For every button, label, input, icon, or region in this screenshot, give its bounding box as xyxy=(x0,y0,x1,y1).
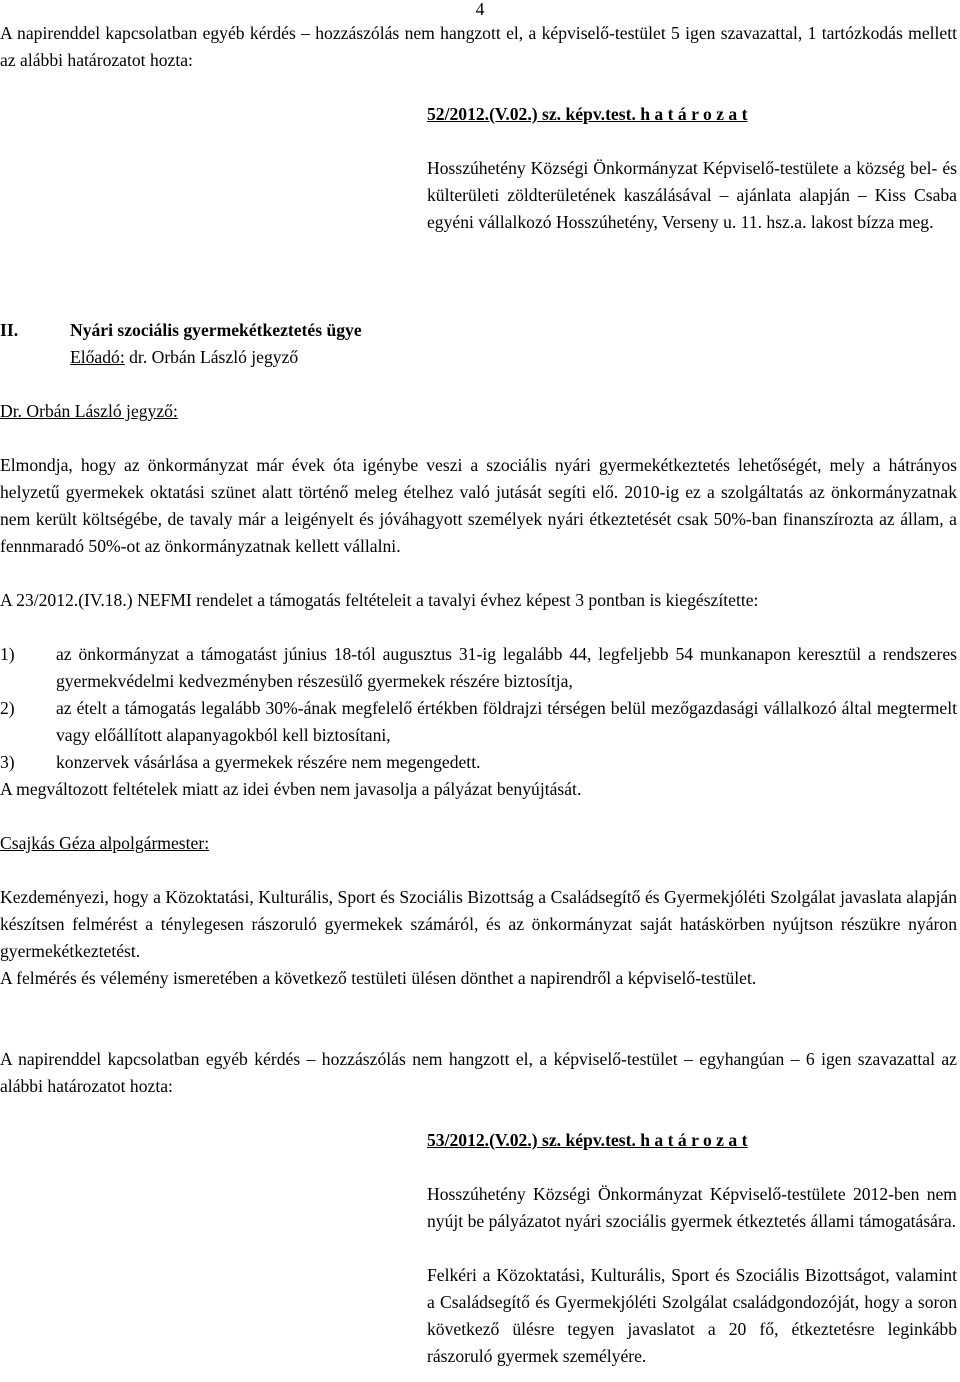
page-number: 4 xyxy=(475,0,485,19)
presenter-label: Előadó: xyxy=(70,347,125,367)
list-item xyxy=(0,641,957,695)
list-item-number: 1) xyxy=(0,644,15,664)
resolution-2-text-2: Felkéri a Közoktatási, Kulturális, Sport és Szociális Bizottságot, valamint a Családsegítő és Gyermekjóléti Szolgálat családgondozóját, hogy a soron következő ülésre tegyen javaslatot a 20 fő, étkeztetésre leginkább rászoruló gyermek személyére. xyxy=(427,1265,957,1366)
resolution-1-heading xyxy=(427,101,957,128)
resolution-2-text-1: Hosszúhetény Községi Önkormányzat Képviselő-testülete 2012-ben nem nyújt be pályázatot nyári szociális gyermek étkeztetés állami támogatására. xyxy=(427,1184,957,1231)
resolution-2-number: 53/2012.(V.02.) sz. képv.test. xyxy=(427,1130,636,1150)
speaker-2-label: Csajkás Géza alpolgármester: xyxy=(0,833,210,853)
paragraph-5: A felmérés és vélemény ismeretében a következő testületi ülésen dönthet a napirendről a képviselő-testület. xyxy=(0,968,757,988)
intro-paragraph-2: A napirenddel kapcsolatban egyéb kérdés – hozzászólás nem hangzott el, a képviselő-testület – egyhangúan – 6 igen szavazattal az alábbi határozatot hozta: xyxy=(0,1049,957,1096)
list-item-text: az önkormányzat a támogatást június 18-tól augusztus 31-ig legalább 44, legfeljebb 54 munkanapon keresztül a rendszeres gyermekvédelmi kedvezményben részesülő gyermekek részére biztosítja, xyxy=(56,644,957,691)
resolution-2-heading xyxy=(427,1127,957,1154)
list-item-text: konzervek vásárlása a gyermekek részére nem megengedett. xyxy=(56,752,481,772)
intro-paragraph-1: A napirenddel kapcsolatban egyéb kérdés – hozzászólás nem hangzott el, a képviselő-testület 5 igen szavazattal, 1 tartózkodás mellett az alábbi határozatot hozta: xyxy=(0,23,957,70)
resolution-1-word: h a t á r o z a t xyxy=(640,104,748,124)
section-2-heading xyxy=(0,317,957,344)
presenter-line xyxy=(70,344,870,371)
speaker-1-label: Dr. Orbán László jegyző: xyxy=(0,401,178,421)
list-item xyxy=(0,695,957,749)
paragraph-3: A megváltozott feltételek miatt az idei évben nem javasolja a pályázat benyújtását. xyxy=(0,779,582,799)
list-item-number: 3) xyxy=(0,752,15,772)
section-title: Nyári szociális gyermekétkeztetés ügye xyxy=(70,320,362,340)
paragraph-2: A 23/2012.(IV.18.) NEFMI rendelet a támogatás feltételeit a tavalyi évhez képest 3 pontban is kiegészítette: xyxy=(0,590,759,610)
list-item-number: 2) xyxy=(0,698,15,718)
paragraph-1: Elmondja, hogy az önkormányzat már évek óta igénybe veszi a szociális nyári gyermekétkeztetés lehetőségét, mely a hátrányos helyzetű gyermekek oktatási szünet alatt történő meleg ételhez való jutását segíti elő. 2010-ig ez a szolgáltatás az önkormányzatnak nem került költségébe, de tavaly már a leigényelt és jóváhagyott személyek nyári étkeztetését csak 50%-ban finanszírozta az állam, a fennmaradó 50%-ot az önkormányzatnak kellett vállalni. xyxy=(0,455,957,556)
requirements-list xyxy=(0,641,957,776)
paragraph-4: Kezdeményezi, hogy a Közoktatási, Kulturális, Sport és Szociális Bizottság a Családsegítő és Gyermekjóléti Szolgálat javaslata alapján készítsen felmérést a ténylegesen rászoruló gyermekek számáról, és az önkormányzat saját hatáskörben nyújtson részükre nyáron gyermekétkeztetést. xyxy=(0,887,957,961)
list-item xyxy=(0,749,957,776)
list-item-text: az ételt a támogatás legalább 30%-ának megfelelő értékben földrajzi térségen belül mezőgazdasági vállalkozó által megtermelt vagy előállított alapanyagokból kell biztosítani, xyxy=(56,698,957,745)
presenter-name: dr. Orbán László jegyző xyxy=(124,347,299,367)
section-roman-numeral: II. xyxy=(0,320,19,340)
resolution-1-number: 52/2012.(V.02.) sz. képv.test. xyxy=(427,104,636,124)
resolution-2-word: h a t á r o z a t xyxy=(640,1130,748,1150)
resolution-1-text: Hosszúhetény Községi Önkormányzat Képviselő-testülete a község bel- és külterületi zöldterületének kaszálásával – ajánlata alapján – Kiss Csaba egyéni vállalkozó Hosszúhetény, Verseny u. 11. hsz.a. lakost bízza meg. xyxy=(427,158,957,232)
